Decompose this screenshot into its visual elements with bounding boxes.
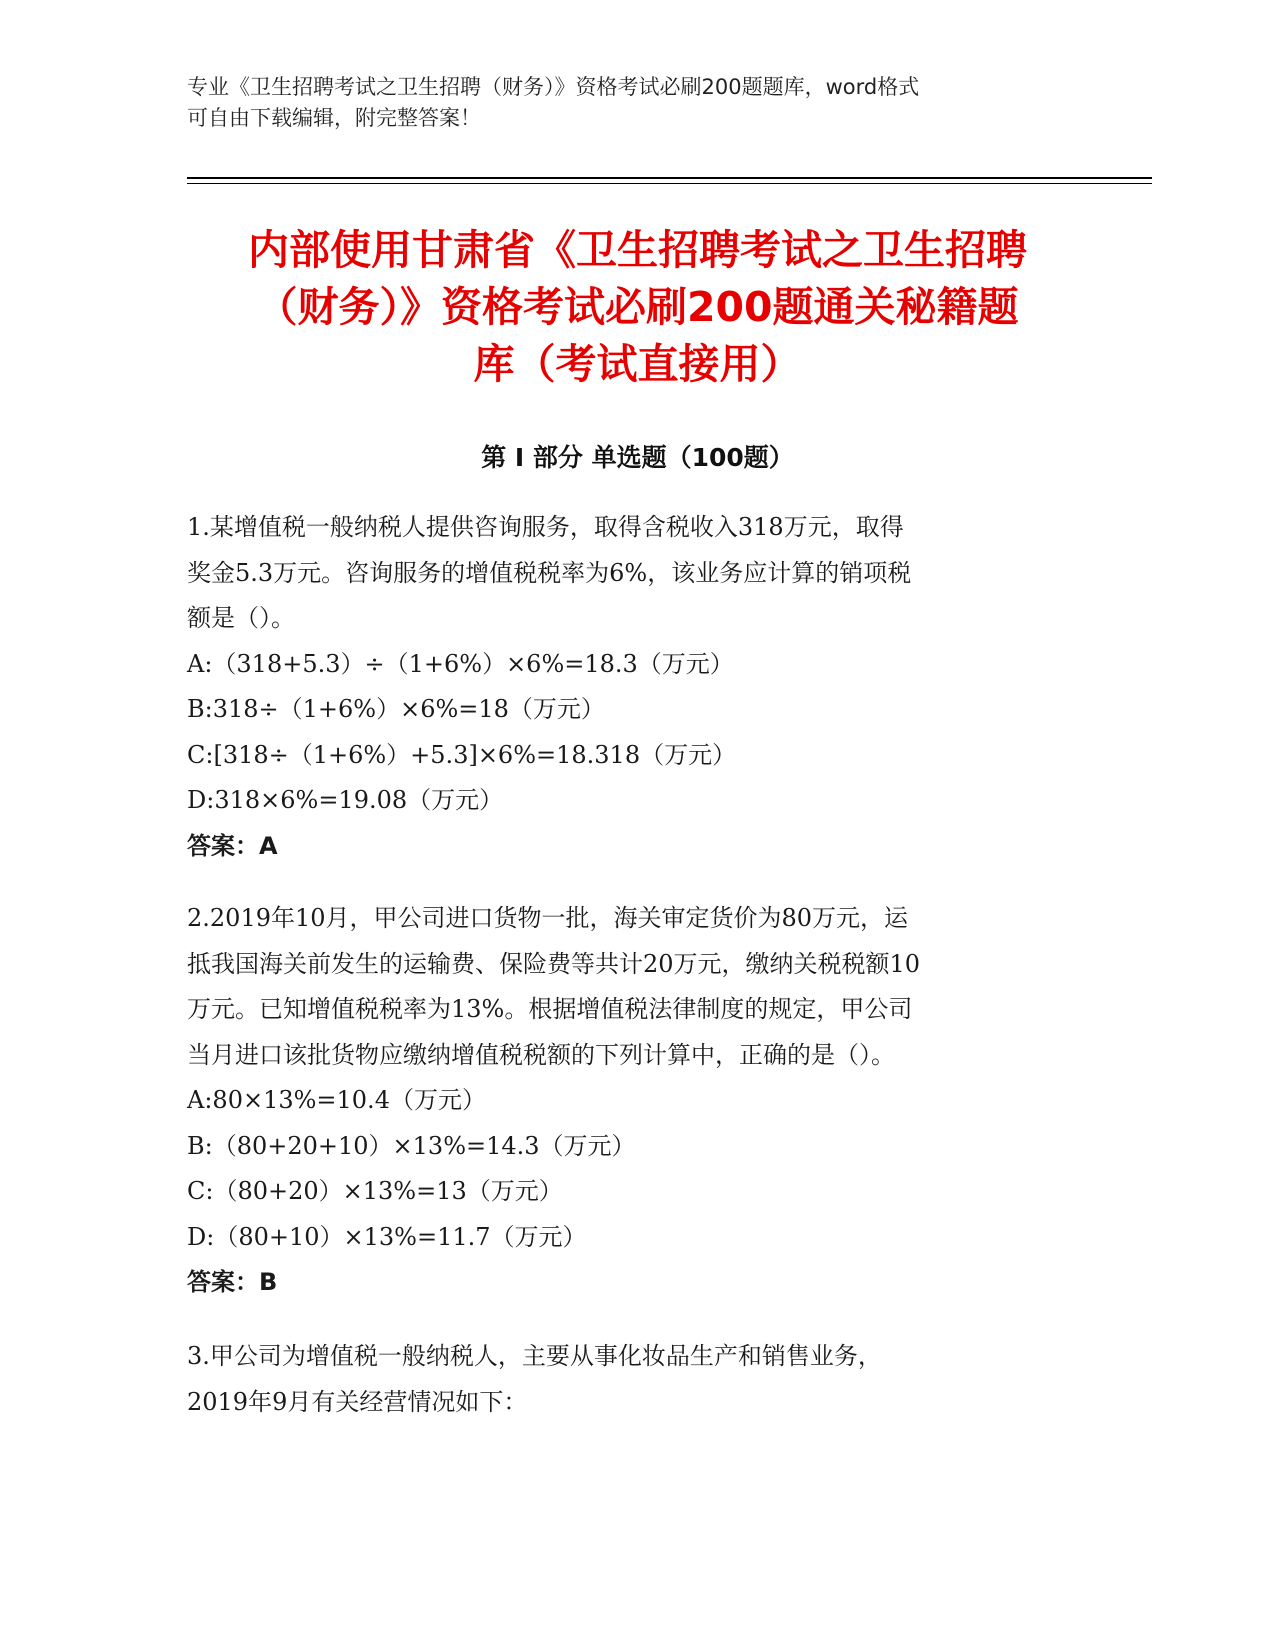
answer-line: 答案：B <box>187 1268 278 1296</box>
header-divider-thick <box>187 177 1152 179</box>
question-3 <box>187 1334 1077 1425</box>
question-stem-line: 额是（）。 <box>187 604 295 632</box>
header-line-1: 专业《卫生招聘考试之卫生招聘（财务）》资格考试必刷200题题库，word格式 <box>187 75 920 99</box>
title-line-3: 库（考试直接用） <box>473 340 802 388</box>
option-a: A:80×13%=10.4（万元） <box>187 1086 486 1114</box>
header-line-2: 可自由下载编辑，附完整答案！ <box>187 106 481 130</box>
question-stem-line: 当月进口该批货物应缴纳增值税税额的下列计算中，正确的是（）。 <box>187 1040 895 1069</box>
header-divider-thin <box>187 183 1152 184</box>
document-header <box>187 72 1067 134</box>
question-2 <box>187 896 1077 1306</box>
question-stem-line: 抵我国海关前发生的运输费、保险费等共计20万元，缴纳关税税额10 <box>187 949 921 978</box>
option-b: B:（80+20+10）×13%=14.3（万元） <box>187 1131 636 1160</box>
document-title <box>150 222 1125 393</box>
title-line-2: （财务）》资格考试必刷200题通关秘籍题 <box>256 283 1019 331</box>
question-stem-line: 1.某增值税一般纳税人提供咨询服务，取得含税收入318万元，取得 <box>187 513 904 541</box>
option-d: D:318×6%=19.08（万元） <box>187 786 504 814</box>
option-a: A:（318+5.3）÷（1+6%）×6%=18.3（万元） <box>187 649 734 678</box>
option-c: C:[318÷（1+6%）+5.3]×6%=18.318（万元） <box>187 740 737 769</box>
question-stem-line: 奖金5.3万元。咨询服务的增值税税率为6%，该业务应计算的销项税 <box>187 558 912 587</box>
answer-line: 答案：A <box>187 831 278 860</box>
option-d: D:（80+10）×13%=11.7（万元） <box>187 1222 587 1251</box>
title-line-1: 内部使用甘肃省《卫生招聘考试之卫生招聘 <box>248 226 1027 274</box>
question-1 <box>187 505 1077 869</box>
question-stem-line: 2019年9月有关经营情况如下： <box>187 1387 528 1416</box>
question-stem-line: 2.2019年10月，甲公司进口货物一批，海关审定货价为80万元，运 <box>187 904 909 932</box>
section-heading: 第 I 部分 单选题（100题） <box>481 443 794 472</box>
question-stem-line: 3.甲公司为增值税一般纳税人，主要从事化妆品生产和销售业务， <box>187 1342 882 1370</box>
option-c: C:（80+20）×13%=13（万元） <box>187 1177 563 1205</box>
question-stem-line: 万元。已知增值税税率为13%。根据增值税法律制度的规定，甲公司 <box>187 995 913 1023</box>
option-b: B:318÷（1+6%）×6%=18（万元） <box>187 695 605 723</box>
